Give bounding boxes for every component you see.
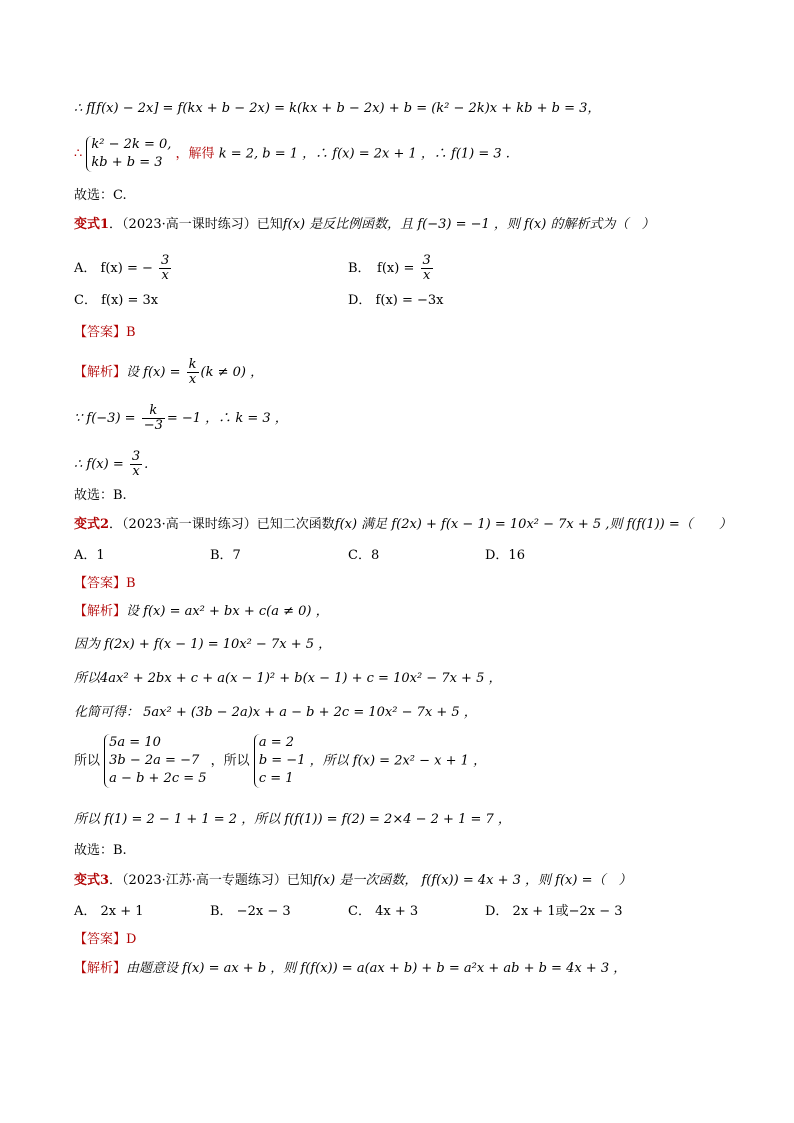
equation-system [86,136,171,172]
variant-1-option-c: C． f(x) = 3x [74,293,159,308]
system-row: 5a = 10 [109,735,161,750]
denominator: x [132,464,140,479]
fraction [159,254,171,283]
variant-3-option-c: C． 4x + 3 [348,904,419,919]
variant-2-analysis-6: 所以 f(1) = 2 − 1 + 1 = 2 ，所以 f(f(1)) = f(2) = 2×4 − 2 + 1 = 7 ， [74,812,511,827]
variant-2-text: f(x) 满足 f(2x) + f(x − 1) = 10x² − 7x + 5 ,则 f(f(1)) =（ ） [334,517,732,532]
variant-2-conclusion: 故选：B. [74,843,127,858]
choice-conclusion: 故选：C. [74,188,127,203]
answer-tag: 【答案】 [74,932,127,947]
analysis-text: . [144,457,149,472]
denominator: −3 [143,418,163,433]
variant-2-analysis-2: 因为 f(2x) + f(x − 1) = 10x² − 7x + 5 ， [74,637,332,652]
answer-value: B [126,325,136,340]
variant-2-source: ．（2023·高一课时练习）已知二次函数 [109,517,335,532]
variant-1-answer [74,324,136,342]
variant-3-analysis-1 [74,960,626,978]
variant-3-option-b: B． −2x − 3 [210,904,291,919]
variant-2-analysis-1 [74,603,329,621]
analysis-text: 设 f(x) = [126,365,181,380]
variant-3-answer [74,931,136,949]
variant-3-label: 变式3 [74,873,110,888]
therefore-symbol: ∴ [74,146,83,162]
variant-2-analysis-3: 所以4ax² + 2bx + c + a(x − 1)² + b(x − 1) + c = 10x² − 7x + 5 ， [74,671,502,686]
variant-2-analysis-4: 化简可得： 5ax² + (3b − 2a)x + a − b + 2c = 10x² − 7x + 5 ， [74,705,477,720]
variant-1-label: 变式1 [74,217,110,232]
equation-system [104,734,206,788]
solution-result: k = 2, b = 1 ，∴ f(x) = 2x + 1 ，∴ f(1) = 3 . [218,146,510,162]
analysis-tag: 【解析】 [74,961,127,976]
variant-2-option-b: B．7 [210,548,241,563]
numerator: k [142,404,165,419]
analysis-text: ，所以 f(x) = 2x² − x + 1 ， [309,753,487,769]
variant-2-option-d: D．16 [485,548,525,563]
system-row: a − b + 2c = 5 [109,771,207,786]
variant-2-option-a: A．1 [74,548,105,563]
variant-3-text: f(x) 是一次函数， f(f(x)) = 4x + 3 ，则 f(x) =（ ） [312,873,632,888]
fraction [142,404,165,433]
analysis-text: ，所以 [210,753,250,769]
numerator: 3 [422,253,431,268]
variant-3-option-a: A． 2x + 1 [74,904,144,919]
variant-2-answer [74,575,136,593]
variant-3-option-d: D． 2x + 1或−2x − 3 [485,904,623,919]
system-row: k² − 2k = 0, [91,137,172,152]
system-row: a = 2 [258,735,295,750]
answer-tag: 【答案】 [74,325,127,340]
system-row: c = 1 [258,771,294,786]
variant-2-option-c: C．8 [348,548,380,563]
variant-1-source: ．（2023·高一课时练习）已知 [109,217,283,232]
answer-tag: 【答案】 [74,576,127,591]
analysis-text: (k ≠ 0) ， [200,365,264,380]
variant-2-label: 变式2 [74,517,110,532]
variant-3-source: ．（2023·江苏·高一专题练习）已知 [109,873,313,888]
variant-1-analysis-3 [74,450,148,479]
analysis-text: 由题意设 f(x) = ax + b ，则 f(f(x)) = a(ax + b) + b = a²x + ab + b = 4x + 3 ， [126,961,627,976]
variant-1-analysis-1 [74,358,263,387]
analysis-tag: 【解析】 [74,604,127,619]
denominator: x [422,268,431,283]
solve-label: ，解得 [175,146,215,162]
system-row: kb + b = 3 [91,155,163,170]
variant-1-text: f(x) 是反比例函数，且 f(−3) = −1 ，则 f(x) 的解析式为（ ） [282,217,655,232]
fraction [421,254,433,283]
fraction [130,450,142,479]
equation-system [254,734,306,788]
variant-1-question [74,216,654,234]
analysis-text: 设 f(x) = ax² + bx + c(a ≠ 0) ， [126,604,329,619]
variant-2-analysis-5 [74,734,486,788]
answer-value: D [126,932,137,947]
variant-1-option-a [74,254,173,283]
option-b-text: B． f(x) = [348,261,415,276]
variant-1-conclusion: 故选：B. [74,488,127,503]
variant-1-option-d: D． f(x) = −3x [348,293,444,308]
variant-2-question [74,516,732,534]
analysis-text: ∵ f(−3) = [74,411,136,426]
denominator: x [161,268,169,283]
variant-3-question [74,872,631,890]
solution-line-2 [74,136,510,172]
system-row: 3b − 2a = −7 [109,753,200,768]
answer-value: B [126,576,136,591]
numerator: k [188,357,197,372]
fraction [187,358,199,387]
numerator: 3 [131,449,141,464]
analysis-text: = −1 ，∴ k = 3 ， [166,411,288,426]
analysis-text: ∴ f(x) = [74,457,124,472]
denominator: x [188,372,197,387]
analysis-text: 所以 [74,753,101,769]
analysis-tag: 【解析】 [74,365,127,380]
variant-1-option-b [348,254,435,283]
variant-1-analysis-2 [74,404,288,433]
system-row: b = −1 [258,753,306,768]
solution-line-1: ∴ f[f(x) − 2x] = f(kx + b − 2x) = k(kx + b − 2x) + b = (k² − 2k)x + kb + b = 3， [74,101,601,116]
option-a-text: A． f(x) = − [74,261,153,276]
numerator: 3 [161,253,170,268]
